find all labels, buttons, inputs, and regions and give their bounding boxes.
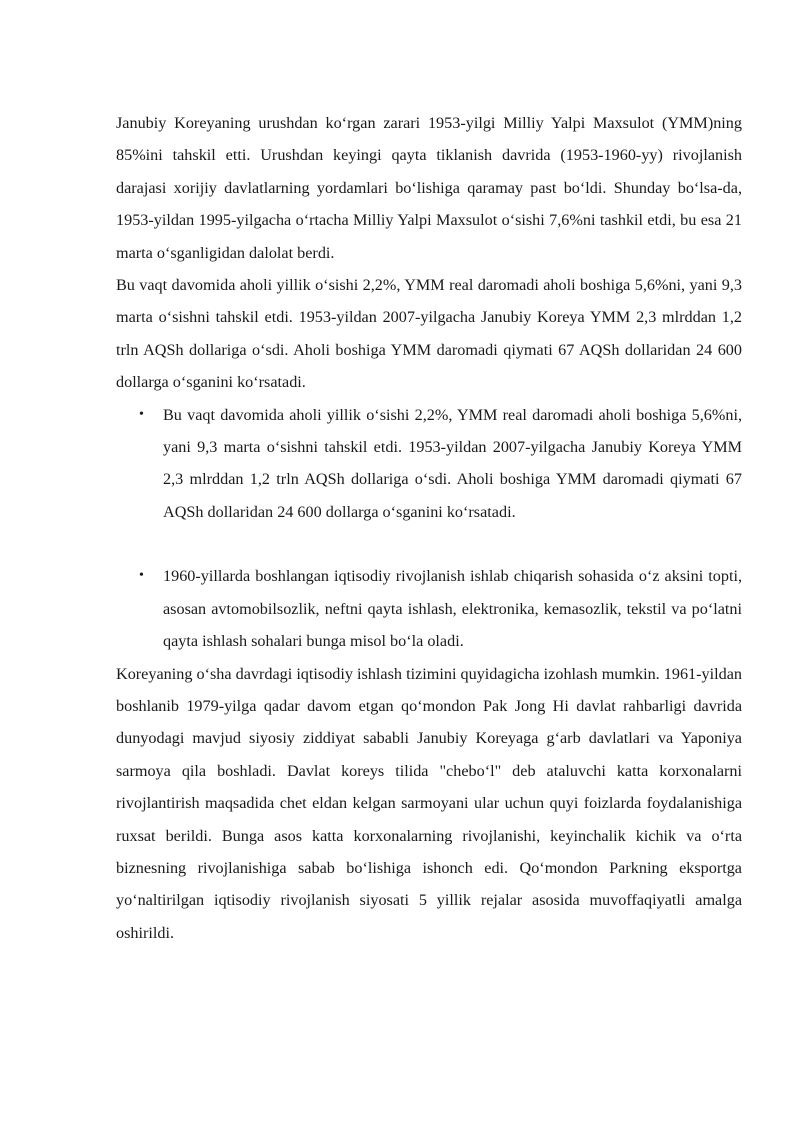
- list-spacer: [116, 528, 742, 560]
- list-item: [116, 560, 742, 657]
- list-item-text: Bu vaqt davomida aholi yillik oʻsishi 2,2%, YMM real daromadi aholi boshiga 5,6%ni, yani 9,3 marta oʻsishni tahskil etdi. 1953-yildan 2007-yilgacha Janubiy Koreya YMM 2,3 mlrddan 1,2 trln AQSh dollariga oʻsdi. Aholi boshiga YMM daromadi qiymati 67 AQSh dollaridan 24 600 dollarga oʻsganini koʻrsatadi.: [163, 405, 742, 521]
- bullet-icon: •: [139, 568, 144, 584]
- list-item: [116, 399, 742, 529]
- document-page: [116, 107, 742, 949]
- list-item-text: 1960-yillarda boshlangan iqtisodiy rivojlanish ishlab chiqarish sohasida oʻz aksini topti, asosan avtomobilsozlik, neftni qayta ishlash, elektronika, kemasozlik, tekstil va poʻlatni qayta ishlash sohalari bunga misol boʻla oladi.: [163, 567, 742, 651]
- bullet-list: [116, 399, 742, 658]
- paragraph-economic-system: Koreyaning oʻsha davrdagi iqtisodiy ishlash tizimini quyidagicha izohlash mumkin. 1961-yildan boshlanib 1979-yilga qadar davom etgan qoʻmondon Pak Jong Hi davlat rahbarligi davrida dunyodagi mavjud siyosiy ziddiyat sababli Janubiy Koreyaga gʻarb davlatlari va Yaponiya sarmoya qila boshladi. Davlat koreys tilida "cheboʻl" deb ataluvchi katta korxonalarni rivojlantirish maqsadida chet eldan kelgan sarmoyani ular uchun quyi foizlarda foydalanishiga ruxsat berildi. Bunga asos katta korxonalarning rivojlanishi, keyinchalik kichik va oʻrta biznesning rivojlanishiga sabab boʻlishiga ishonch edi. Qoʻmondon Parkning eksportga yoʻnaltirilgan iqtisodiy rivojlanish siyosati 5 yillik rejalar asosida muvoffaqiyatli amalga oshirildi.: [116, 664, 742, 942]
- paragraph-population-growth: Bu vaqt davomida aholi yillik oʻsishi 2,2%, YMM real daromadi aholi boshiga 5,6%ni, yani 9,3 marta oʻsishni tahskil etdi. 1953-yildan 2007-yilgacha Janubiy Koreya YMM 2,3 mlrddan 1,2 trln AQSh dollariga oʻsdi. Aholi boshiga YMM daromadi qiymati 67 AQSh dollaridan 24 600 dollarga oʻsganini koʻrsatadi.: [116, 276, 742, 392]
- bullet-icon: •: [139, 406, 144, 422]
- paragraph-war-damage: Janubiy Koreyaning urushdan koʻrgan zarari 1953-yilgi Milliy Yalpi Maxsulot (YMM)ning 85%ini tahskil etti. Urushdan keyingi qayta tiklanish davrida (1953-1960-yy) rivojlanish darajasi xorijiy davlatlarning yordamlari boʻlishiga qaramay past boʻldi. Shunday boʻlsa-da, 1953-yildan 1995-yilgacha oʻrtacha Milliy Yalpi Maxsulot oʻsishi 7,6%ni tashkil etdi, bu esa 21 marta oʻsganligidan dalolat berdi.: [116, 114, 742, 262]
